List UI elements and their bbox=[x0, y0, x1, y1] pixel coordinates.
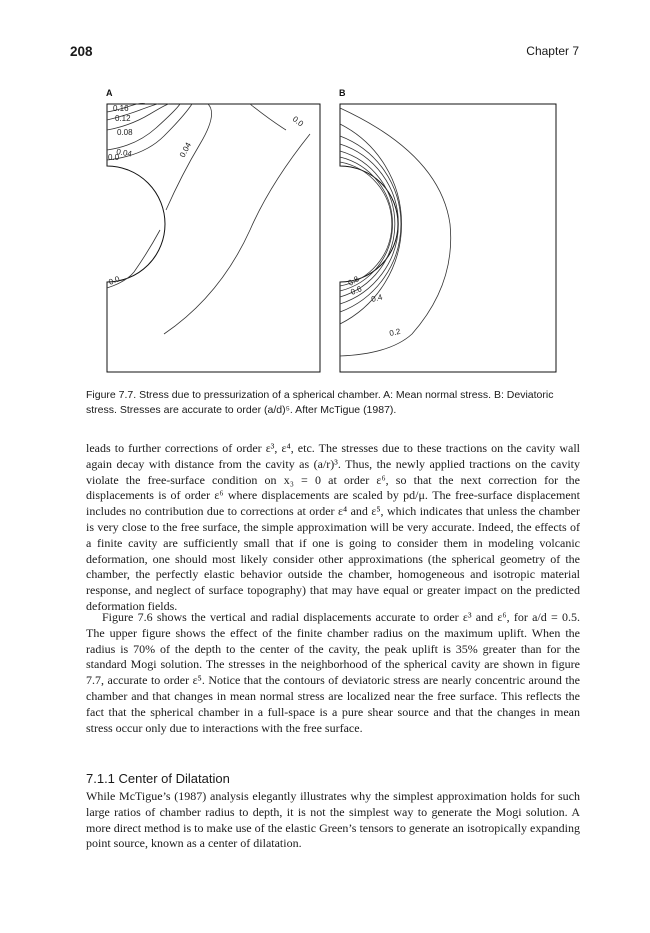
panel-b-frame bbox=[340, 104, 556, 372]
contour-label-0-0-top: 0.0 bbox=[290, 114, 306, 129]
contour-0-0-top bbox=[250, 104, 286, 130]
contour-label-0-04: 0.04 bbox=[115, 147, 133, 159]
body-paragraph-2: Figure 7.6 shows the vertical and radial displacements accurate to order ε³ and ε⁶, for a/d = 0.5. The upper figure shows the effect of the finite chamber radius on the maximum uplift. When the radius is 70% of the depth to the center of the cavity, the peak uplift is 35% greater than for the standard Mogi solution. The stresses in the neighborhood of the spherical cavity are shown in figure 7.7, accurate to order ε⁵. Notice that the contours of deviatoric stress are nearly concentric around the chamber and that changes in mean normal stress are localized near the free surface. This reflects the fact that the spherical chamber in a full-space is a pure shear source and that the changes in mean stress occur only due to interactions with the free surface. bbox=[86, 610, 580, 735]
contour-label-0-08: 0.08 bbox=[117, 128, 133, 137]
contour-label-0-4: 0.4 bbox=[370, 292, 384, 304]
contour-0-04-right bbox=[166, 104, 212, 210]
panel-b-label: B bbox=[339, 88, 346, 98]
page-number: 208 bbox=[70, 44, 93, 59]
contour-outer bbox=[164, 134, 310, 334]
body-paragraph-1: leads to further corrections of order ε³, ε⁴, etc. The stresses due to these tractions on the cavity wall again decay with distance from the cavity as (a/r)³. Thus, the newly applied tractions on the cavity violate the free-surface condition on x₃ = 0 at order ε⁶, so that the next correction for the displacements is of order ε⁶ where displacements are scaled by pd/μ. The free-surface displacement includes no contribution due to corrections at order ε⁴ and ε⁵, which indicates that unless the chamber is very close to the free surface, the simple approximation will be very accurate. Indeed, the effects of a finite cavity are sufficiently small that if one is going to consider them in modeling volcanic deformation, one should most likely consider other approximations (the spherical geometry of the chamber, the perfectly elastic behavior outside the chamber, homogeneous and isotropic material response, and neglect of surface topography) that may have equal or greater impact on the predicted deformation fields. bbox=[86, 441, 580, 613]
contour-label-0-8: 0.8 bbox=[346, 274, 361, 288]
panel-b bbox=[339, 88, 556, 372]
contour-label-0-0: 0.0 bbox=[108, 153, 120, 162]
contour-label-0-12: 0.12 bbox=[115, 114, 131, 123]
chapter-running-head: Chapter 7 bbox=[526, 44, 579, 58]
contour-label-0-04-right: 0.04 bbox=[177, 140, 194, 159]
contour-label-0-16: 0.16 bbox=[113, 104, 129, 113]
deviatoric-contours bbox=[340, 108, 451, 356]
figure-caption: Figure 7.7. Stress due to pressurization of a spherical chamber. A: Mean normal stress. B: Deviatoric stress. Stresses are accurate to order (a/d)⁵. After McTigue (1987). bbox=[86, 389, 554, 416]
panel-a-label: A bbox=[106, 88, 113, 98]
section-heading: 7.1.1 Center of Dilatation bbox=[86, 771, 230, 786]
contour-label-0-6: 0.6 bbox=[349, 284, 364, 297]
figure-7-7 bbox=[100, 84, 560, 376]
contour-label-0-2: 0.2 bbox=[388, 326, 402, 338]
contour-label-0-0-lower: 0.0 bbox=[107, 274, 122, 287]
panel-a bbox=[106, 88, 320, 372]
body-paragraph-3: While McTigue’s (1987) analysis elegantly illustrates why the simplest approximation holds for such large ratios of chamber radius to depth, it is not the simplest way to generate the Mogi solution. A more direct method is to make use of the elastic Green’s tensors to generate an isotropically expanding point source, known as a center of dilatation. bbox=[86, 789, 580, 851]
panel-a-frame bbox=[107, 104, 320, 372]
